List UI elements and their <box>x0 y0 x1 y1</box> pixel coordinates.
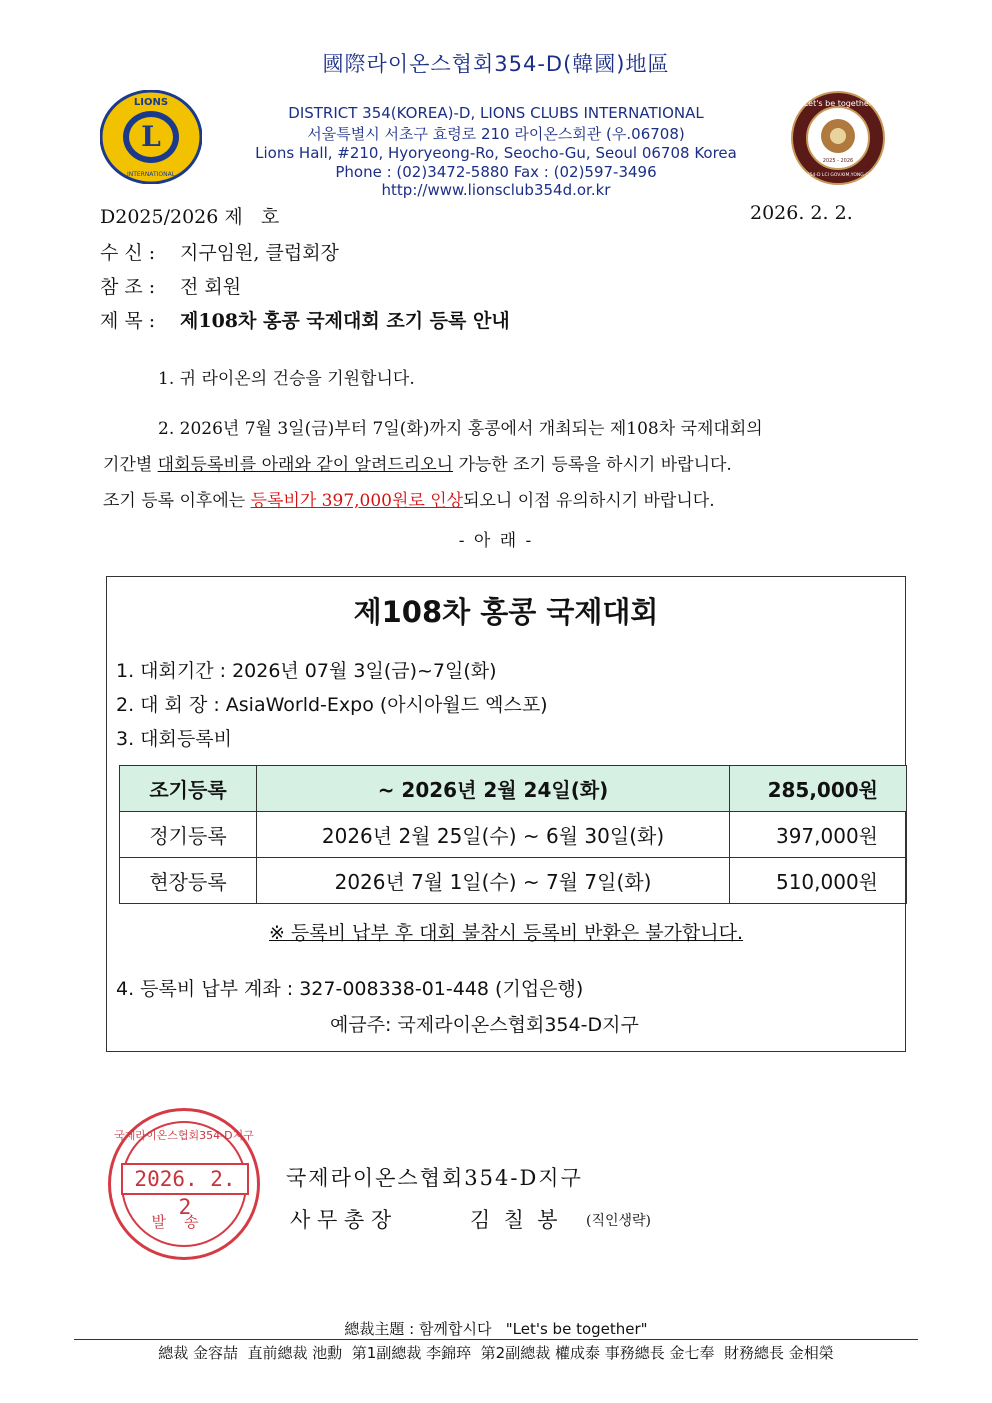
doc-number: D2025/2026 제 호 <box>100 206 280 228</box>
signature-note: (직인생략) <box>586 1213 652 1229</box>
recipient-label: 수 신 : <box>100 242 156 264</box>
seal-bottom-text: 발송 <box>151 1213 217 1231</box>
official-seal <box>108 1108 260 1260</box>
signature-org: 국제라이온스협회354-D지구 <box>286 1166 583 1190</box>
fee-type: 정기등록 <box>120 812 257 858</box>
emblem-year: 2025 - 2026 <box>822 158 854 164</box>
lions-logo-bottom-text: INTERNATIONAL <box>126 171 176 178</box>
footer-officers: 總裁 金容喆 直前總裁 池勳 第1副總裁 李錦琗 第2副總裁 權成泰 事務總長 金七奉 財務總長 金相榮 <box>158 1344 834 1362</box>
fee-period: ~ 2026년 2월 24일(화) <box>257 766 730 812</box>
table-row <box>120 766 907 812</box>
convention-title: 제108차 홍콩 국제대회 <box>353 595 659 629</box>
price-increase-highlight: 등록비가 397,000원로 인상 <box>250 491 464 511</box>
org-english-name: DISTRICT 354(KOREA)-D, LIONS CLUBS INTERNATIONAL <box>288 104 704 122</box>
reference-value: 전 회원 <box>180 276 242 298</box>
fee-amount: 397,000원 <box>730 812 907 858</box>
refund-notice: ※ 등록비 납부 후 대회 불참시 등록비 반환은 불가합니다. <box>268 922 744 944</box>
fee-period: 2026년 2월 25일(수) ~ 6월 30일(화) <box>257 812 730 858</box>
fee-type: 조기등록 <box>120 766 257 812</box>
fee-amount: 285,000원 <box>730 766 907 812</box>
fee-type: 현장등록 <box>120 858 257 904</box>
signature-title: 사 무 총 장 <box>290 1208 392 1232</box>
subject-label: 제 목 : <box>100 310 156 332</box>
paragraph-2-line-1: 2. 2026년 7월 3일(금)부터 7일(화)까지 홍콩에서 개최되는 제108차 국제대회의 <box>158 419 763 439</box>
lions-logo-top-text: LIONS <box>133 97 169 108</box>
payment-account: 4. 등록비 납부 계좌 : 327-008338-01-448 (기업은행) <box>116 978 584 1000</box>
fee-amount: 510,000원 <box>730 858 907 904</box>
convention-venue: 2. 대 회 장 : AsiaWorld-Expo (아시아월드 엑스포) <box>116 694 548 716</box>
convention-period: 1. 대회기간 : 2026년 07월 3일(금)~7일(화) <box>116 660 497 682</box>
registration-fee-heading: 3. 대회등록비 <box>116 728 232 750</box>
doc-date: 2026. 2. 2. <box>750 202 853 224</box>
paragraph-2-line-3 <box>103 486 715 511</box>
recipient-value: 지구임원, 클럽회장 <box>180 242 339 264</box>
seal-date: 2026. 2. 2 <box>121 1163 249 1195</box>
account-holder: 예금주: 국제라이온스협회354-D지구 <box>330 1014 639 1036</box>
emblem-slogan: Let's be together <box>803 99 873 108</box>
fee-notice-underlined: 대회등록비를 아래와 같이 알려드리오니 <box>157 455 454 475</box>
footer-theme: 總裁主題 : 함께합시다 "Let's be together" <box>344 1320 648 1338</box>
org-address-ko: 서울특별시 서초구 효령로 210 라이온스회관 (우.06708) <box>307 125 685 143</box>
org-website[interactable]: http://www.lionsclub354d.or.kr <box>381 181 611 199</box>
table-row <box>120 858 907 904</box>
reference-label: 참 조 : <box>100 276 156 298</box>
seal-org-text: 국제라이온스협회354-D지구 <box>114 1129 254 1142</box>
org-phone: Phone : (02)3472-5880 Fax : (02)597-3496 <box>335 163 657 181</box>
org-address-en: Lions Hall, #210, Hyoryeong-Ro, Seocho-Gu, Seoul 06708 Korea <box>255 144 737 162</box>
fee-period: 2026년 7월 1일(수) ~ 7월 7일(화) <box>257 858 730 904</box>
text-run: 가능한 조기 등록을 하시기 바랍니다. <box>453 455 732 475</box>
lions-logo-letter: L <box>141 120 161 153</box>
paragraph-2-line-2 <box>103 450 732 475</box>
text-run: 조기 등록 이후에는 <box>103 491 251 511</box>
text-run: 되오니 이점 유의하시기 바랍니다. <box>463 491 715 511</box>
text-run: 기간별 <box>103 455 158 475</box>
org-title: 國際라이온스협회354-D(韓國)地區 <box>322 52 670 76</box>
subject-value: 제108차 홍콩 국제대회 조기 등록 안내 <box>180 310 510 332</box>
emblem-ring-text: DIST-354-D LCI GOV.KIM,YONG-CHEOL <box>795 173 881 178</box>
below-heading: - 아 래 - <box>458 531 534 551</box>
table-row <box>120 812 907 858</box>
footer-divider <box>74 1339 918 1340</box>
paragraph-1: 1. 귀 라이온의 건승을 기원합니다. <box>158 369 415 389</box>
registration-fee-table <box>119 765 907 904</box>
signature-name: 김 칠 봉 <box>470 1208 558 1232</box>
